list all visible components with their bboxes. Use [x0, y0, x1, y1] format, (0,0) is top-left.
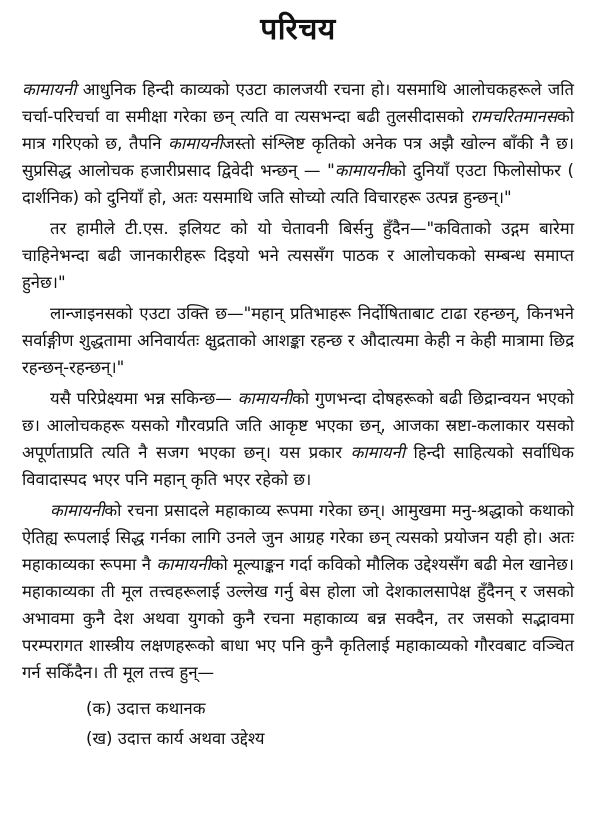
text-segment: को दुनियाँ एउटा फिलोसोफर ( दार्शनिक) को दुनियाँ हो, अतः यसमाथि जति सोच्यो त्यति विचारहरू उत्पन्न हुन्छन्।": [22, 161, 574, 207]
text-segment: यसै परिप्रेक्ष्यमा भन्न सकिन्छ—: [50, 389, 238, 408]
italic-title-text: कामायनी: [237, 389, 293, 408]
text-segment: को मूल्याङ्कन गर्दा कविको मौलिक उद्देश्यसँग बढी मेल खानेछ। महाकाव्यका ती मूल तत्त्वहरूलाई उल्लेख गर्नु बेस होला जो देशकालसापेक्ष हुँदैनन् र जसको अभावमा कुनै देश अथवा युगको कुनै रचना महाकाव्य बन्न सक्दैन, तर जसको सद्भावमा परम्परागत शास्त्रीय लक्षणहरूको बाधा भए पनि कुनै कृतिलाई महाकाव्यको गौरवबाट वञ्चित गर्न सकिँदैन। ती मूल तत्त्व हुन्—: [22, 555, 574, 682]
paragraph: [22, 497, 574, 686]
page-title: परिचय: [260, 12, 336, 47]
list-item: (क) उदात्त कथानक: [86, 699, 206, 718]
text-segment: लान्जाइनसको एउटा उक्ति छ—"महान् प्रतिभाहरू निर्दोषिताबाट टाढा रहन्छन्, किनभने सर्वाङ्गीण शुद्धतामा अनिवार्यतः क्षुद्रताको आशङ्का रहन्छ र औदात्यमा केही न केही मात्रामा छिद्र रहन्छन्-रहन्छन्।": [22, 304, 574, 377]
text-segment: तर हामीले टी.एस. इलियट को यो चेतावनी बिर्सनु हुँदैन—"कविताको उद्गम बारेमा चाहिनेभन्दा बढी जानकारीहरू दिइयो भने त्यससँग पाठक र आलोचकको सम्बन्ध समाप्त हुनेछ।": [22, 219, 574, 292]
list-item: (ख) उदात्त कार्य अथवा उद्देश्य: [86, 729, 265, 748]
italic-title-text: कामायनी: [350, 443, 406, 462]
text-segment: जस्तो संश्लिष्ट कृतिको अनेक पत्र अझै खोल्न बाँकी नै छ। सुप्रसिद्ध आलोचक हजारीप्रसाद द्विवेदी भन्छन् — ": [22, 134, 575, 180]
element-list: [86, 694, 574, 754]
body-text: [22, 76, 574, 686]
text-segment: को रचना प्रसादले महाकाव्य रूपमा गरेका छन्। आमुखमा मनु-श्रद्धाको कथाको ऐतिह्य रूपलाई सिद्ध गर्नका लागि उनले जुन आग्रह गरेका छन् त्यसको प्रयोजन यही हो। अतः महाकाव्यका रूपमा नै: [22, 501, 574, 574]
italic-title-text: कामायनी: [156, 555, 211, 574]
paragraph: [22, 215, 574, 296]
text-segment: को गुणभन्दा दोषहरूको बढी छिद्रान्वयन भएको छ। आलोचकहरू यसको गौरवप्रति जति आकृष्ट भएका छन्, आजका स्रष्टा-कलाकार यसको अपूर्णताप्रति त्यति नै सजग भएका छन्। यस प्रकार: [22, 389, 574, 462]
paragraph: [22, 76, 574, 211]
text-segment: आधुनिक हिन्दी काव्यको एउटा कालजयी रचना हो। यसमाथि आलोचकहरूले जति चर्चा-परिचर्चा वा समीक्षा गरेका छन् त्यति वा त्यसभन्दा बढी तुलसीदासको: [22, 80, 574, 126]
text-segment: को मात्र गरिएको छ, तैपनि: [22, 107, 574, 153]
italic-title-text: रामचरितमानस: [470, 107, 557, 126]
italic-title-text: कामायनी: [334, 161, 390, 180]
italic-title-text: कामायनी: [168, 134, 223, 153]
italic-title-text: कामायनी: [50, 501, 105, 520]
paragraph: [22, 385, 574, 493]
paragraph: [22, 300, 574, 381]
italic-title-text: कामायनी: [22, 80, 77, 99]
text-segment: हिन्दी साहित्यको सर्वाधिक विवादास्पद भएर पनि महान् कृति भएर रहेको छ।: [22, 443, 575, 489]
